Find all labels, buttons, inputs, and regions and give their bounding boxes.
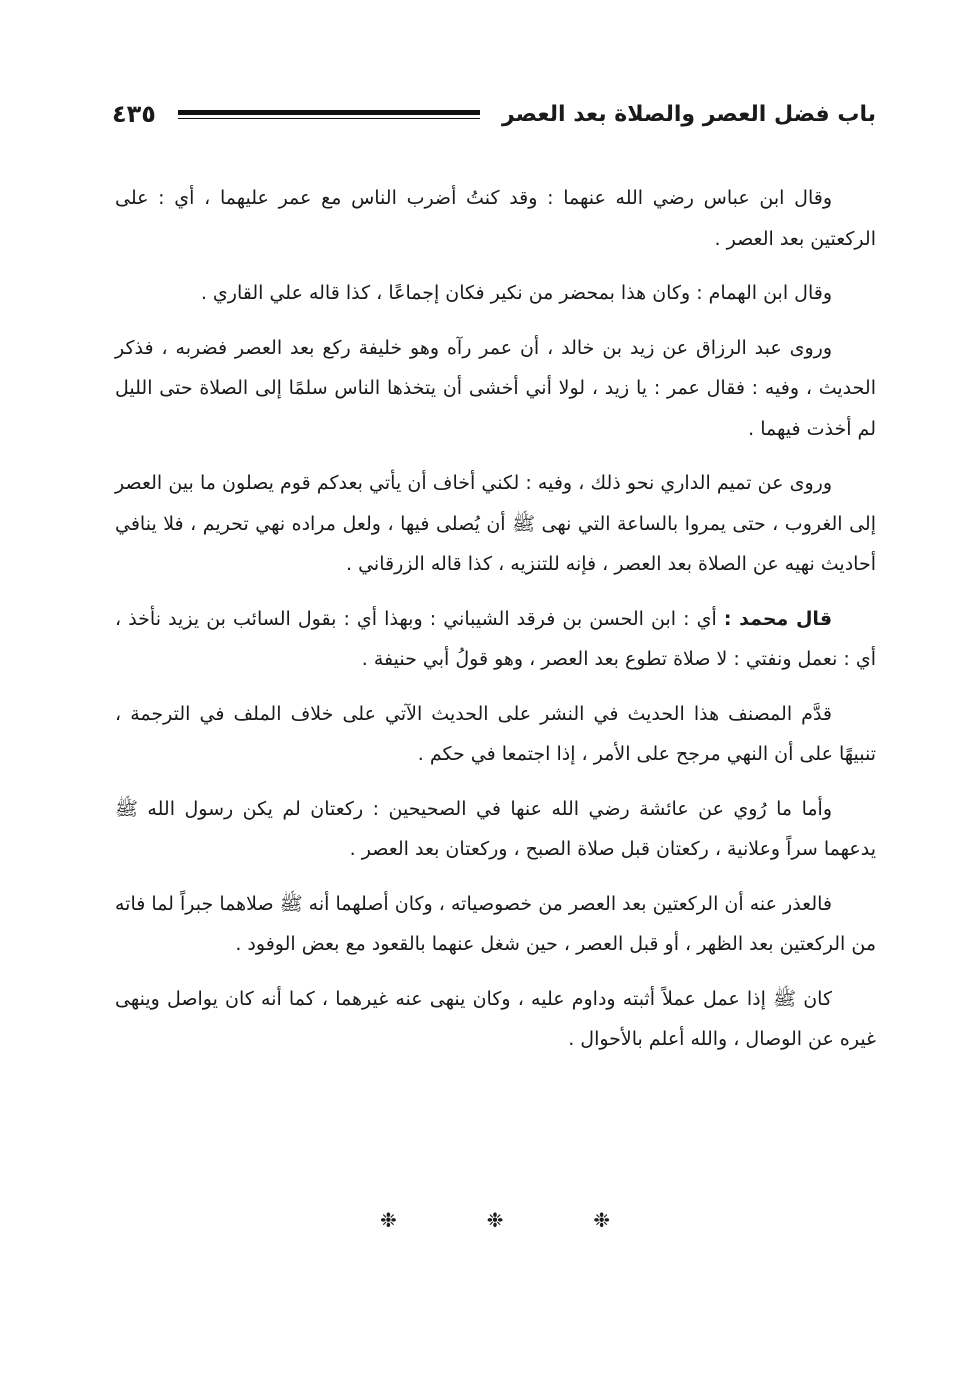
paragraph: وقال ابن الهمام : وكان هذا بمحضر من نكير فكان إجماعًا ، كذا قاله علي القاري .: [200, 282, 832, 304]
paragraph: فالعذر عنه أن الركعتين بعد العصر من خصوصياته ، وكان أصلهما أنه ﷺ صلاهما جبراً لما فاته من الركعتين بعد الظهر ، أو قبل العصر ، حين شغل عنهما بالقعود مع بعض الوفود .: [115, 892, 876, 955]
author-label: قال محمد :: [723, 607, 833, 630]
header-rule: [178, 110, 480, 119]
paragraph: قدَّم المصنف هذا الحديث في النشر على الحديث الآتي على خلاف الملف في الترجمة ، تنبيهًا على أن النهي مرجح على الأمر ، إذا اجتمعا في حكم .: [115, 702, 876, 765]
paragraph: وروى عن تميم الداري نحو ذلك ، وفيه : لكني أخاف أن يأتي بعدكم قوم يصلون ما بين العصر إلى الغروب ، حتى يمروا بالساعة التي نهى ﷺ أن يُصلى فيها ، ولعل مراده نهي تحريم ، فلا ينافي أحاديث نهيه عن الصلاة بعد العصر ، فإنه للتنزيه ، كذا قاله الزرقاني .: [115, 472, 876, 575]
section-separator: [380, 1208, 610, 1232]
paragraph: كان ﷺ إذا عمل عملاً أثبته وداوم عليه ، وكان ينهى عنه غيرهما ، كما أنه كان يواصل وينهى غيره عن الوصال ، والله أعلم بالأحوال .: [115, 987, 876, 1050]
paragraph: قال محمد : أي : ابن الحسن بن فرقد الشيباني : وبهذا أي : بقول السائب بن يزيد نأخذ ، أي : نعمل ونفتي : لا صلاة تطوع بعد العصر ، وهو قولُ أبي حنيفة .: [115, 607, 876, 670]
asterism-icon: ❉: [486, 1208, 504, 1232]
page-body: [115, 178, 876, 1074]
page-number: ٤٣٥: [112, 100, 156, 128]
asterism-icon: ❉: [593, 1208, 610, 1232]
page-header: [112, 96, 876, 132]
paragraph: وقال ابن عباس رضي الله عنهما : وقد كنتُ أضرب الناس مع عمر عليهما ، أي : على الركعتين بعد العصر .: [115, 187, 876, 250]
paragraph: وروى عبد الرزاق عن زيد بن خالد ، أن عمر رآه وهو خليفة ركع بعد العصر فضربه ، فذكر الحديث ، وفيه : فقال عمر : يا زيد ، لولا أني أخشى أن يتخذها الناس سلمًا إلى الصلاة حتى الليل لم أخذت فيهما .: [115, 336, 876, 440]
asterism-icon: ❉: [380, 1208, 397, 1232]
paragraph: وأما ما رُوي عن عائشة رضي الله عنها في الصحيحين : ركعتان لم يكن رسول الله ﷺ يدعهما سراً وعلانية ، ركعتان قبل صلاة الصبح ، وركعتان بعد العصر .: [115, 797, 876, 860]
chapter-title: باب فضل العصر والصلاة بعد العصر: [501, 101, 876, 127]
